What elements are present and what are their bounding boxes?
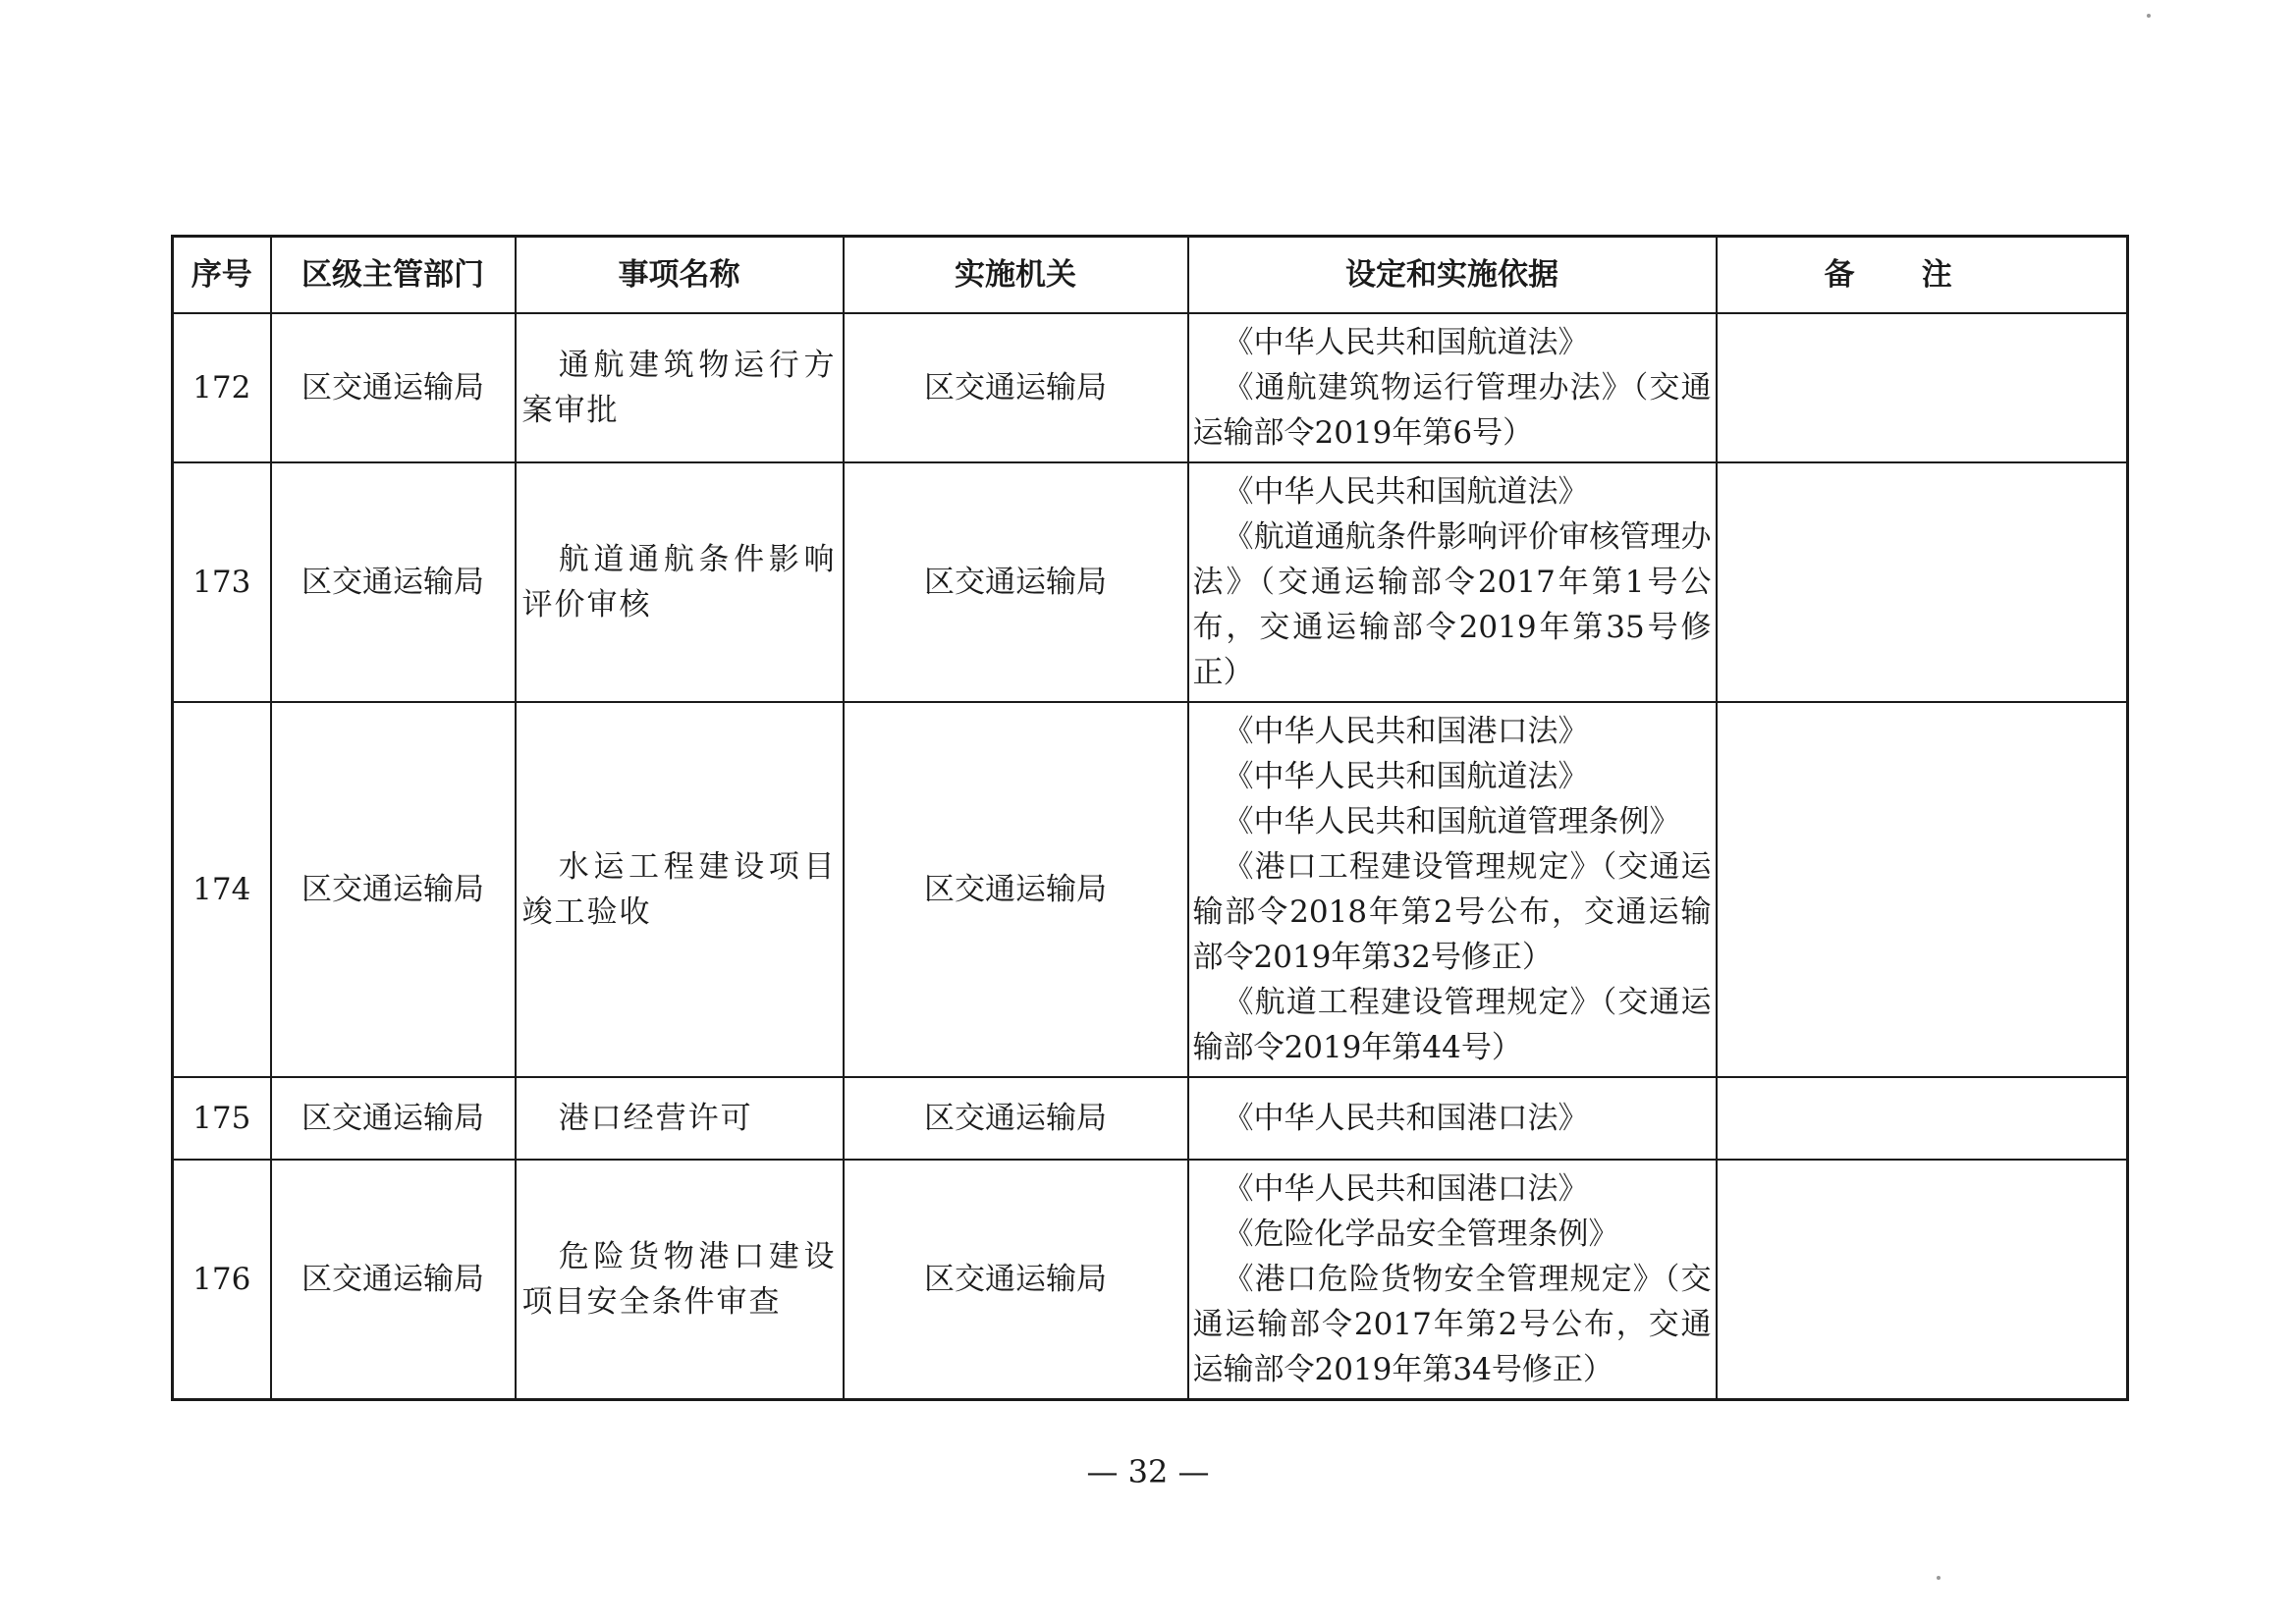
table-row — [173, 702, 2128, 1077]
row-dept: 区交通运输局 — [271, 462, 516, 702]
header-agency: 实施机关 — [844, 237, 1188, 314]
basis-line: 《通航建筑物运行管理办法》（交通运输部令2019年第6号） — [1192, 370, 1712, 451]
table-row — [173, 462, 2128, 702]
header-name: 事项名称 — [516, 237, 844, 314]
table-row — [173, 1160, 2128, 1400]
row-remark — [1717, 1160, 2128, 1400]
basis-line: 《中华人民共和国航道管理条例》 — [1223, 804, 1680, 839]
matters-table — [171, 235, 2129, 1401]
row-basis — [1188, 313, 1717, 462]
basis-line: 《港口危险货物安全管理规定》（交通运输部令2017年第2号公布，交通运输部令2019年第34号修正） — [1192, 1262, 1712, 1387]
row-remark — [1717, 1077, 2128, 1160]
row-dept: 区交通运输局 — [271, 1077, 516, 1160]
header-remark: 备注 — [1717, 237, 2128, 314]
row-dept: 区交通运输局 — [271, 313, 516, 462]
basis-line: 《中华人民共和国航道法》 — [1223, 474, 1589, 510]
row-name: 水运工程建设项目竣工验收 — [516, 702, 844, 1077]
row-name: 危险货物港口建设项目安全条件审查 — [516, 1160, 844, 1400]
row-basis — [1188, 1160, 1717, 1400]
header-basis: 设定和实施依据 — [1188, 237, 1717, 314]
row-remark — [1717, 702, 2128, 1077]
row-agency: 区交通运输局 — [844, 702, 1188, 1077]
scan-speck — [1937, 1576, 1941, 1580]
row-basis — [1188, 1077, 1717, 1160]
basis-line: 《中华人民共和国航道法》 — [1223, 325, 1589, 360]
row-name: 航道通航条件影响评价审核 — [516, 462, 844, 702]
row-agency: 区交通运输局 — [844, 313, 1188, 462]
row-basis — [1188, 462, 1717, 702]
row-remark — [1717, 313, 2128, 462]
row-seq: 174 — [173, 702, 271, 1077]
row-name: 港口经营许可 — [516, 1077, 844, 1160]
table-row — [173, 1077, 2128, 1160]
row-seq: 172 — [173, 313, 271, 462]
basis-line: 《航道通航条件影响评价审核管理办法》（交通运输部令2017年第1号公布，交通运输部令2019年第35号修正） — [1192, 519, 1712, 690]
basis-line: 《危险化学品安全管理条例》 — [1223, 1217, 1619, 1252]
row-dept: 区交通运输局 — [271, 702, 516, 1077]
basis-line: 《中华人民共和国港口法》 — [1223, 1101, 1589, 1136]
row-agency: 区交通运输局 — [844, 1077, 1188, 1160]
row-seq: 176 — [173, 1160, 271, 1400]
row-basis — [1188, 702, 1717, 1077]
row-dept: 区交通运输局 — [271, 1160, 516, 1400]
basis-line: 《中华人民共和国航道法》 — [1223, 759, 1589, 794]
header-seq: 序号 — [173, 237, 271, 314]
basis-line: 《中华人民共和国港口法》 — [1223, 1171, 1589, 1207]
table-row — [173, 313, 2128, 462]
table-header-row — [173, 237, 2128, 314]
page-number: — 32 — — [1086, 1453, 1210, 1490]
row-name: 通航建筑物运行方案审批 — [516, 313, 844, 462]
scan-speck — [2147, 14, 2151, 18]
row-agency: 区交通运输局 — [844, 462, 1188, 702]
row-agency: 区交通运输局 — [844, 1160, 1188, 1400]
basis-line: 《航道工程建设管理规定》（交通运输部令2019年第44号） — [1192, 985, 1712, 1065]
row-seq: 175 — [173, 1077, 271, 1160]
row-seq: 173 — [173, 462, 271, 702]
basis-line: 《中华人民共和国港口法》 — [1223, 714, 1589, 749]
row-remark — [1717, 462, 2128, 702]
basis-line: 《港口工程建设管理规定》（交通运输部令2018年第2号公布，交通运输部令2019年第32号修正） — [1192, 849, 1712, 975]
header-dept: 区级主管部门 — [271, 237, 516, 314]
